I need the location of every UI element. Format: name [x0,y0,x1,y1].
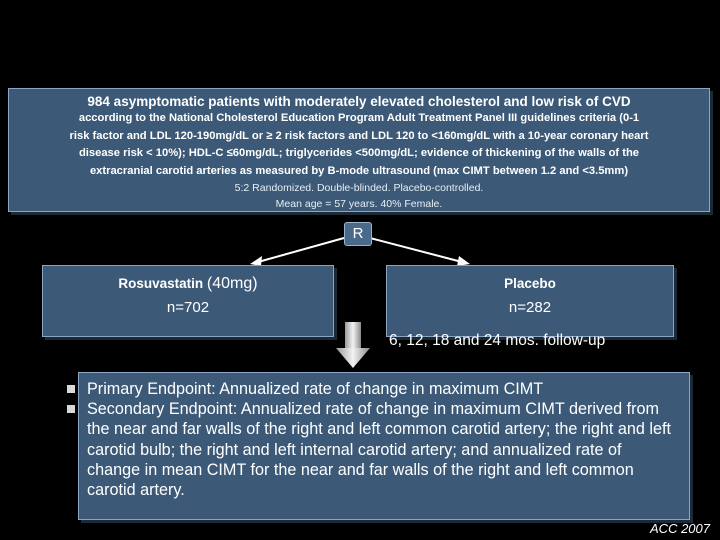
source-footer: ACC 2007 [650,521,710,536]
square-bullet-icon [67,385,75,393]
inclusion-criteria-line: according to the National Cholesterol Education Program Adult Treatment Panel III guidelines criteria (0-1 [78,112,640,124]
demographics: Mean age = 57 years. 40% Female. [275,198,443,210]
study-design: 5:2 Randomized. Double-blinded. Placebo-controlled. [234,182,484,194]
arm-name [43,271,333,297]
drug-name: Rosuvastatin [118,276,204,291]
endpoint-secondary [87,399,677,500]
endpoint-text: Secondary Endpoint: Annualized rate of change in maximum CIMT derived from the near and far walls of the right and left common carotid artery; the right and left carotid bulb; the right and left internal carotid artery; and annualized rate of change in mean CIMT for the near and far walls of the right and left common carotid artery. [87,400,671,500]
drug-dose: (40mg) [206,275,258,292]
randomization-badge: R [344,222,372,246]
endpoint-list [87,379,677,500]
inclusion-criteria-line: disease risk < 10%); HDL-C ≤60mg/dL; triglycerides <500mg/dL; evidence of thickening of the walls of the [78,147,640,159]
inclusion-criteria-line: extracranial carotid arteries as measured by B-mode ultrasound (max CIMT between 1.2 and <3.5mm) [89,164,629,177]
endpoint-primary [87,379,677,399]
inclusion-criteria-line: risk factor and LDL 120-190mg/dL or ≥ 2 risk factors and LDL 120 to <160mg/dL with a 10-year coronary heart [69,129,649,142]
followup-down-arrow [336,322,370,368]
endpoints-box [78,372,690,520]
arm-count: n=702 [166,299,210,316]
followup-schedule: 6, 12, 18 and 24 mos. follow-up [389,332,606,349]
arm-count: n=282 [508,299,552,316]
rosuvastatin-arm-box [42,265,334,337]
square-bullet-icon [67,405,75,413]
endpoint-text: Primary Endpoint: Annualized rate of change in maximum CIMT [87,380,544,398]
placebo-arm-box [386,265,674,337]
arm-name: Placebo [504,276,556,291]
population-title: 984 asymptomatic patients with moderately elevated cholesterol and low risk of CVD [87,94,631,109]
population-box [8,88,710,212]
